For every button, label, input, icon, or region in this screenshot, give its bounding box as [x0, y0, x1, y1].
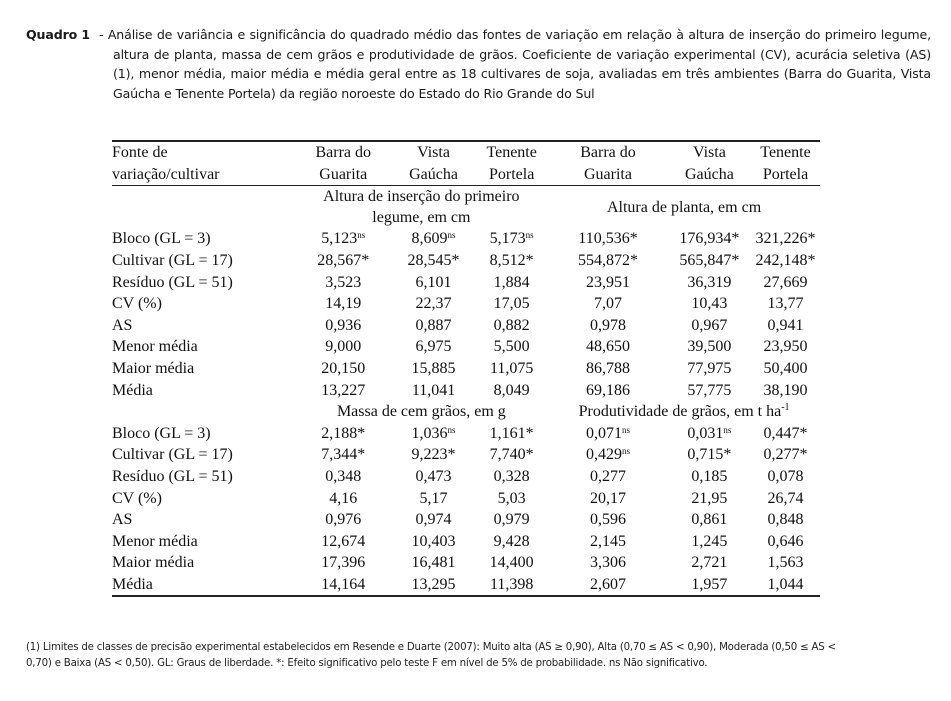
cell-value: 0,936 [325, 316, 362, 334]
table-cell [548, 574, 668, 597]
caption-separator: - [99, 27, 108, 42]
cell-value: 0,861 [691, 511, 728, 529]
row-source-label: Média [112, 381, 153, 399]
table-cell [295, 552, 392, 574]
cell-value: 5,03 [497, 489, 526, 507]
table-cell [392, 444, 475, 466]
table-cell [392, 358, 475, 380]
header-col-2-line2: Gaúcha [392, 164, 475, 186]
cell-value: 0,429 [585, 446, 622, 464]
cell-value: 242,148* [755, 252, 816, 270]
significance-mark: ns [525, 230, 534, 241]
table-cell [668, 228, 751, 250]
cell-value: 0,071 [585, 424, 622, 442]
table-row [112, 358, 820, 380]
table-cell [668, 552, 751, 574]
table-row [112, 293, 820, 315]
significance-mark: ns [621, 424, 630, 435]
cell-value: 14,400 [489, 554, 534, 572]
header-col-4-line1: Barra do [580, 144, 636, 162]
table-cell [548, 358, 668, 380]
header-col-5-line2: Gaúcha [668, 164, 751, 186]
table-cell [295, 487, 392, 509]
section-title-row [112, 186, 820, 229]
caption-text [99, 25, 931, 103]
table-cell [392, 509, 475, 531]
row-source-label: Resíduo (GL = 51) [112, 273, 233, 291]
cell-value: 9,428 [493, 532, 530, 550]
unit-exponent: -1 [781, 402, 790, 414]
header-col-1-line2: Guarita [295, 164, 392, 186]
cell-value: 69,186 [586, 381, 630, 399]
cell-value: 6,101 [415, 273, 452, 291]
cell-value: 3,523 [325, 273, 362, 291]
cell-value: 1,957 [691, 575, 728, 593]
section-title-right-text: Altura de planta, em cm [606, 198, 762, 216]
table-cell [295, 379, 392, 401]
table-cell [668, 379, 751, 401]
cell-value: 5,173 [489, 230, 526, 248]
table-row [112, 574, 820, 597]
table-cell [475, 379, 548, 401]
cell-value: 13,77 [767, 295, 804, 313]
table-cell [751, 293, 820, 315]
table-cell [475, 336, 548, 358]
row-source-label: AS [112, 511, 133, 529]
section-title-right [548, 401, 820, 423]
table-cell [475, 358, 548, 380]
section-title-left [295, 401, 549, 423]
cell-value: 8,049 [493, 381, 530, 399]
table-cell [548, 336, 668, 358]
row-source-label: Bloco (GL = 3) [112, 230, 211, 248]
table-cell [548, 552, 668, 574]
cell-value: 11,041 [411, 381, 456, 399]
cell-value: 17,396 [321, 554, 366, 572]
table-row [112, 552, 820, 574]
table-cell [668, 574, 751, 597]
table-cell [392, 250, 475, 272]
cell-value: 22,37 [415, 295, 452, 313]
footnote-line-1: (1) Limites de classes de precisão experimental estabelecidos em Resende e Duarte (2007): Muito alta (AS ≥ 0,90), Alta (0,70 ≤ AS < 0,90), Moderada (0,50 ≤ AS < [26, 642, 836, 653]
table-row [112, 271, 820, 293]
cell-value: 4,16 [329, 489, 358, 507]
table-cell [295, 444, 392, 466]
table-cell [295, 271, 392, 293]
table-cell [475, 293, 548, 315]
table-cell [392, 271, 475, 293]
header-col-4-line2: Guarita [548, 164, 668, 186]
significance-mark: ns [357, 230, 366, 241]
table-cell [751, 509, 820, 531]
cell-value: 27,669 [763, 273, 808, 291]
table-cell [751, 487, 820, 509]
row-source-label: Menor média [112, 338, 198, 356]
cell-value: 8,609 [411, 230, 448, 248]
cell-value: 5,500 [493, 338, 530, 356]
significance-mark: ns [621, 446, 630, 457]
cell-value: 15,885 [411, 360, 456, 378]
table-cell [392, 379, 475, 401]
cell-value: 565,847* [679, 252, 740, 270]
table-cell [751, 250, 820, 272]
table-cell [668, 444, 751, 466]
table-cell [751, 336, 820, 358]
significance-mark: ns [723, 424, 732, 435]
row-source-label: CV (%) [112, 295, 162, 313]
table-cell [475, 466, 548, 488]
cell-value: 14,19 [325, 295, 362, 313]
cell-value: 2,188* [321, 424, 366, 442]
table-cell [668, 271, 751, 293]
table-cell [668, 250, 751, 272]
table-cell [751, 315, 820, 337]
table-cell [392, 423, 475, 445]
cell-value: 39,500 [687, 338, 732, 356]
table-cell [751, 466, 820, 488]
table-cell [295, 250, 392, 272]
section-title-left-line1: Altura de inserção do primeiro [323, 188, 520, 206]
section-title-left-line1: Massa de cem grãos, em g [336, 403, 506, 421]
table-cell [668, 358, 751, 380]
cell-value: 0,277 [590, 468, 626, 486]
cell-value: 0,185 [691, 468, 728, 486]
header-source-line2: variação/cultivar [112, 164, 295, 186]
cell-value: 26,74 [767, 489, 804, 507]
table-cell [668, 293, 751, 315]
cell-value: 9,223* [411, 446, 456, 464]
table-cell [475, 552, 548, 574]
table-cell [548, 228, 668, 250]
cell-value: 0,887 [415, 316, 452, 334]
table-row [112, 250, 820, 272]
table-cell [392, 293, 475, 315]
table-row [112, 444, 820, 466]
anova-table [112, 140, 820, 597]
cell-value: 36,319 [687, 273, 732, 291]
cell-value: 16,481 [411, 554, 456, 572]
table-cell [668, 466, 751, 488]
table-cell [295, 423, 392, 445]
table-cell [668, 487, 751, 509]
row-source-label: Menor média [112, 532, 198, 550]
header-col-3-line2: Portela [475, 164, 548, 186]
table-cell [475, 271, 548, 293]
header-col-5-line1: Vista [693, 144, 726, 162]
section-title-right-text: Produtividade de grãos, em t ha [578, 403, 782, 421]
table-cell [668, 315, 751, 337]
table-cell [668, 423, 751, 445]
table-row [112, 531, 820, 553]
table-cell [548, 293, 668, 315]
table-cell [392, 552, 475, 574]
cell-value: 0,348 [325, 468, 362, 486]
cell-value: 176,934* [679, 230, 740, 248]
cell-value: 38,190 [763, 381, 808, 399]
cell-value: 50,400 [763, 360, 808, 378]
table-cell [475, 574, 548, 597]
row-source-label: AS [112, 316, 133, 334]
cell-value: 0,447* [763, 424, 808, 442]
table-row [112, 336, 820, 358]
cell-value: 23,950 [763, 338, 808, 356]
cell-value: 57,775 [687, 381, 732, 399]
section-title-row [112, 401, 820, 423]
table-cell [295, 574, 392, 597]
table-row [112, 466, 820, 488]
table-cell [475, 444, 548, 466]
cell-value: 5,17 [419, 489, 448, 507]
section-title-right [548, 186, 820, 229]
cell-value: 5,123 [321, 230, 358, 248]
cell-value: 7,740* [489, 446, 534, 464]
table-cell [475, 228, 548, 250]
cell-value: 3,306 [590, 554, 626, 572]
table-cell [548, 444, 668, 466]
cell-value: 28,567* [317, 252, 370, 270]
table-row [112, 228, 820, 250]
table-caption [26, 25, 931, 103]
table-cell [751, 379, 820, 401]
cell-value: 2,607 [590, 575, 626, 593]
table-cell [548, 315, 668, 337]
cell-value: 110,536* [578, 230, 638, 248]
table-cell [751, 444, 820, 466]
row-source-label: Maior média [112, 554, 195, 572]
cell-value: 321,226* [755, 230, 816, 248]
cell-value: 86,788 [586, 360, 630, 378]
row-source-label: CV (%) [112, 489, 162, 507]
table-cell [392, 228, 475, 250]
cell-value: 17,05 [493, 295, 530, 313]
significance-mark: ns [447, 424, 456, 435]
row-source-label: Cultivar (GL = 17) [112, 252, 233, 270]
table-cell [548, 423, 668, 445]
table-cell [475, 250, 548, 272]
cell-value: 13,295 [411, 575, 456, 593]
significance-mark: ns [447, 230, 456, 241]
cell-value: 14,164 [321, 575, 366, 593]
cell-value: 0,596 [590, 511, 626, 529]
cell-value: 11,075 [489, 360, 534, 378]
cell-value: 0,715* [687, 446, 732, 464]
table-cell [751, 358, 820, 380]
table-cell [548, 271, 668, 293]
table-cell [751, 552, 820, 574]
section-title-left [295, 186, 549, 229]
cell-value: 48,650 [586, 338, 630, 356]
section-title-left-line2: legume, em cm [372, 209, 471, 227]
table-row [112, 315, 820, 337]
cell-value: 9,000 [325, 338, 362, 356]
section-spacer [112, 401, 295, 423]
footnote-line-2: 0,70) e Baixa (AS < 0,50). GL: Graus de liberdade. *: Efeito significativo pelo teste F em nível de 5% de probabilidade. ns Não significativo. [26, 658, 708, 669]
table-cell [295, 315, 392, 337]
cell-value: 1,884 [493, 273, 530, 291]
cell-value: 0,078 [767, 468, 804, 486]
cell-value: 0,976 [325, 511, 362, 529]
cell-value: 20,17 [590, 489, 626, 507]
table-cell [392, 336, 475, 358]
caption-body: Análise de variância e significância do quadrado médio das fontes de variação em relação à altura de inserção do primeiro legume, altura de planta, massa de cem grãos e produtividade de grãos. Coeficiente de variação experimental (CV), acurácia seletiva (AS) (1), menor média, maior média e média geral entre as 18 cultivares de soja, avaliadas em três ambientes (Barra do Guarita, Vista Gaúcha e Tenente Portela) da região noroeste do Estado do Rio Grande do Sul [107, 27, 931, 101]
header-source-line1: Fonte de [112, 144, 168, 162]
cell-value: 11,398 [489, 575, 534, 593]
row-source-label: Maior média [112, 360, 195, 378]
cell-value: 1,161* [489, 424, 534, 442]
table-row [112, 487, 820, 509]
cell-value: 0,941 [767, 316, 804, 334]
table-cell [295, 293, 392, 315]
table-cell [295, 509, 392, 531]
table-cell [392, 487, 475, 509]
header-col-3-line1: Tenente [486, 144, 537, 162]
cell-value: 0,979 [493, 511, 530, 529]
header-row-1 [112, 141, 820, 164]
cell-value: 21,95 [691, 489, 728, 507]
cell-value: 28,545* [407, 252, 460, 270]
table-cell [548, 250, 668, 272]
caption-label: Quadro 1 [26, 27, 90, 42]
table-cell [751, 228, 820, 250]
row-source-label: Bloco (GL = 3) [112, 424, 211, 442]
cell-value: 23,951 [586, 273, 630, 291]
cell-value: 1,036 [411, 424, 448, 442]
table-footnote [26, 640, 941, 672]
cell-value: 0,974 [415, 511, 452, 529]
header-col-6-line2: Portela [751, 164, 820, 186]
cell-value: 7,07 [594, 295, 622, 313]
table-row [112, 509, 820, 531]
table-body [112, 186, 820, 597]
header-row-2 [112, 164, 820, 186]
cell-value: 1,044 [767, 575, 804, 593]
cell-value: 1,245 [691, 532, 728, 550]
table-row [112, 379, 820, 401]
cell-value: 13,227 [321, 381, 366, 399]
table-cell [475, 487, 548, 509]
table-cell [295, 336, 392, 358]
table-cell [475, 509, 548, 531]
table-row [112, 423, 820, 445]
table-cell [548, 379, 668, 401]
table-cell [475, 315, 548, 337]
cell-value: 0,328 [493, 468, 530, 486]
cell-value: 77,975 [687, 360, 732, 378]
header-col-6-line1: Tenente [760, 144, 811, 162]
table-cell [668, 531, 751, 553]
table-cell [295, 228, 392, 250]
cell-value: 8,512* [489, 252, 534, 270]
cell-value: 7,344* [321, 446, 366, 464]
table-cell [295, 531, 392, 553]
cell-value: 0,031 [687, 424, 724, 442]
table-cell [668, 509, 751, 531]
cell-value: 6,975 [415, 338, 452, 356]
cell-value: 0,978 [590, 316, 626, 334]
table-cell [392, 315, 475, 337]
cell-value: 12,674 [321, 532, 366, 550]
table-cell [751, 574, 820, 597]
row-source-label: Resíduo (GL = 51) [112, 468, 233, 486]
cell-value: 20,150 [321, 360, 366, 378]
table-cell [392, 574, 475, 597]
table-cell [548, 509, 668, 531]
table-cell [548, 466, 668, 488]
table-cell [392, 531, 475, 553]
row-source-label: Cultivar (GL = 17) [112, 446, 233, 464]
cell-value: 2,721 [691, 554, 728, 572]
cell-value: 0,473 [415, 468, 452, 486]
cell-value: 554,872* [578, 252, 638, 270]
table-cell [295, 466, 392, 488]
cell-value: 10,43 [691, 295, 728, 313]
section-spacer [112, 186, 295, 229]
table-cell [475, 531, 548, 553]
table-cell [548, 531, 668, 553]
table-cell [751, 271, 820, 293]
cell-value: 0,967 [691, 316, 728, 334]
cell-value: 0,277* [763, 446, 808, 464]
row-source-label: Média [112, 575, 153, 593]
header-col-2-line1: Vista [417, 144, 450, 162]
table-cell [475, 423, 548, 445]
table-cell [668, 336, 751, 358]
cell-value: 0,848 [767, 511, 804, 529]
table-cell [295, 358, 392, 380]
table-cell [751, 423, 820, 445]
cell-value: 10,403 [411, 532, 456, 550]
cell-value: 2,145 [590, 532, 626, 550]
header-col-1-line1: Barra do [315, 144, 372, 162]
cell-value: 0,882 [493, 316, 530, 334]
table-cell [751, 531, 820, 553]
cell-value: 1,563 [767, 554, 804, 572]
table-cell [392, 466, 475, 488]
table-cell [548, 487, 668, 509]
cell-value: 0,646 [767, 532, 804, 550]
